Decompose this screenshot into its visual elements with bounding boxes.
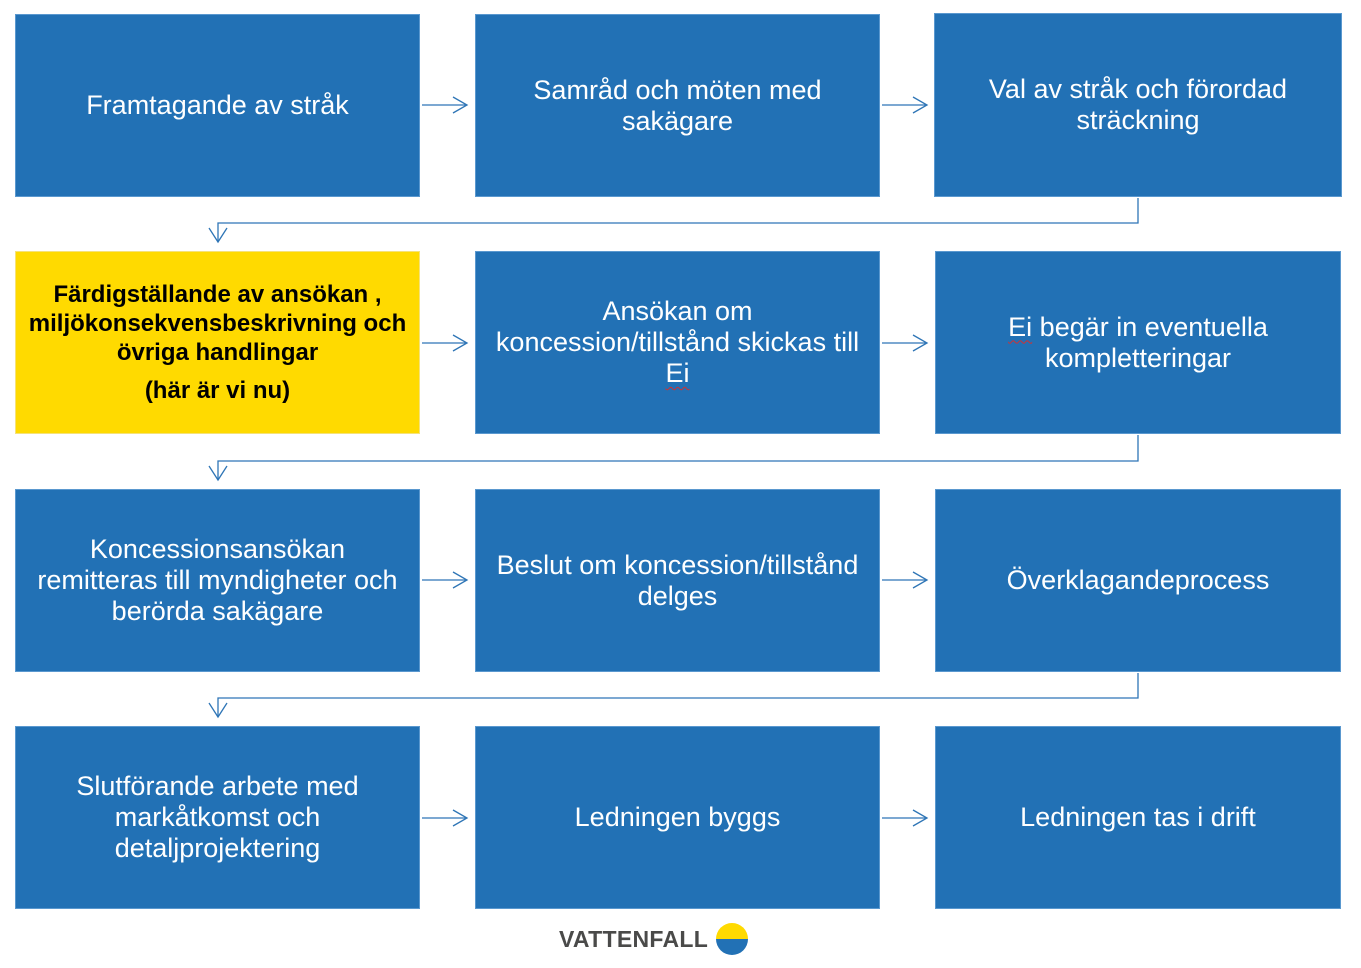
step-content xyxy=(953,312,1323,374)
arrow-right-icon xyxy=(882,335,927,351)
step-label: begär in eventuella kompletteringar xyxy=(1032,311,1268,373)
step-content xyxy=(25,280,410,405)
step-label: Färdigställande av ansökan , miljökonsekvensbeskrivning och övriga handlingar xyxy=(28,281,407,366)
step-val-av-strak xyxy=(934,13,1342,197)
arrow-right-icon xyxy=(422,810,467,826)
return-connector xyxy=(209,198,1138,242)
step-ledningen-byggs xyxy=(475,726,880,909)
arrow-right-icon xyxy=(422,97,467,113)
step-content xyxy=(493,296,862,389)
current-position-note: (här är vi nu) xyxy=(144,377,291,404)
return-connector xyxy=(209,435,1138,480)
logo-wordmark: VATTENFALL xyxy=(559,925,709,952)
arrow-right-icon xyxy=(882,810,927,826)
vattenfall-logo xyxy=(559,924,748,954)
step-ei-kompletteringar xyxy=(935,251,1341,434)
step-beslut xyxy=(475,489,880,672)
step-label: Ledningen tas i drift xyxy=(1020,802,1256,832)
step-label: Beslut om koncession/tillstånd delges xyxy=(496,549,859,611)
arrow-right-icon xyxy=(882,572,927,588)
step-label: Samråd och möten med sakägare xyxy=(533,74,822,136)
step-ledningen-i-drift xyxy=(935,726,1341,909)
step-overklagande xyxy=(935,489,1341,672)
spellcheck-flagged-word: Ei xyxy=(665,358,690,388)
step-label: Koncessionsansökan remitteras till myndigheter och berörda sakägare xyxy=(37,534,398,626)
step-ansokan-skickas xyxy=(475,251,880,434)
step-framtagande-av-strak xyxy=(15,14,420,197)
return-connector xyxy=(209,673,1138,717)
step-fardigstallande-current xyxy=(15,251,420,434)
spellcheck-flagged-word: Ei xyxy=(1008,311,1033,342)
step-samrad xyxy=(475,14,880,197)
arrow-right-icon xyxy=(882,97,927,113)
step-label: Val av stråk och förordad sträckning xyxy=(988,74,1288,135)
step-label: Ledningen byggs xyxy=(574,802,781,832)
step-slutforande xyxy=(15,726,420,909)
arrow-right-icon xyxy=(422,335,467,351)
step-label: Slutförande arbete med markåtkomst och detaljprojektering xyxy=(76,771,359,863)
step-label: Framtagande av stråk xyxy=(86,90,349,120)
step-label: Ansökan om koncession/tillstånd skickas till xyxy=(495,296,860,357)
step-remittering xyxy=(15,489,420,672)
step-label: Överklagandeprocess xyxy=(1006,565,1270,595)
arrow-right-icon xyxy=(422,572,467,588)
logo-sun-icon xyxy=(716,923,748,955)
